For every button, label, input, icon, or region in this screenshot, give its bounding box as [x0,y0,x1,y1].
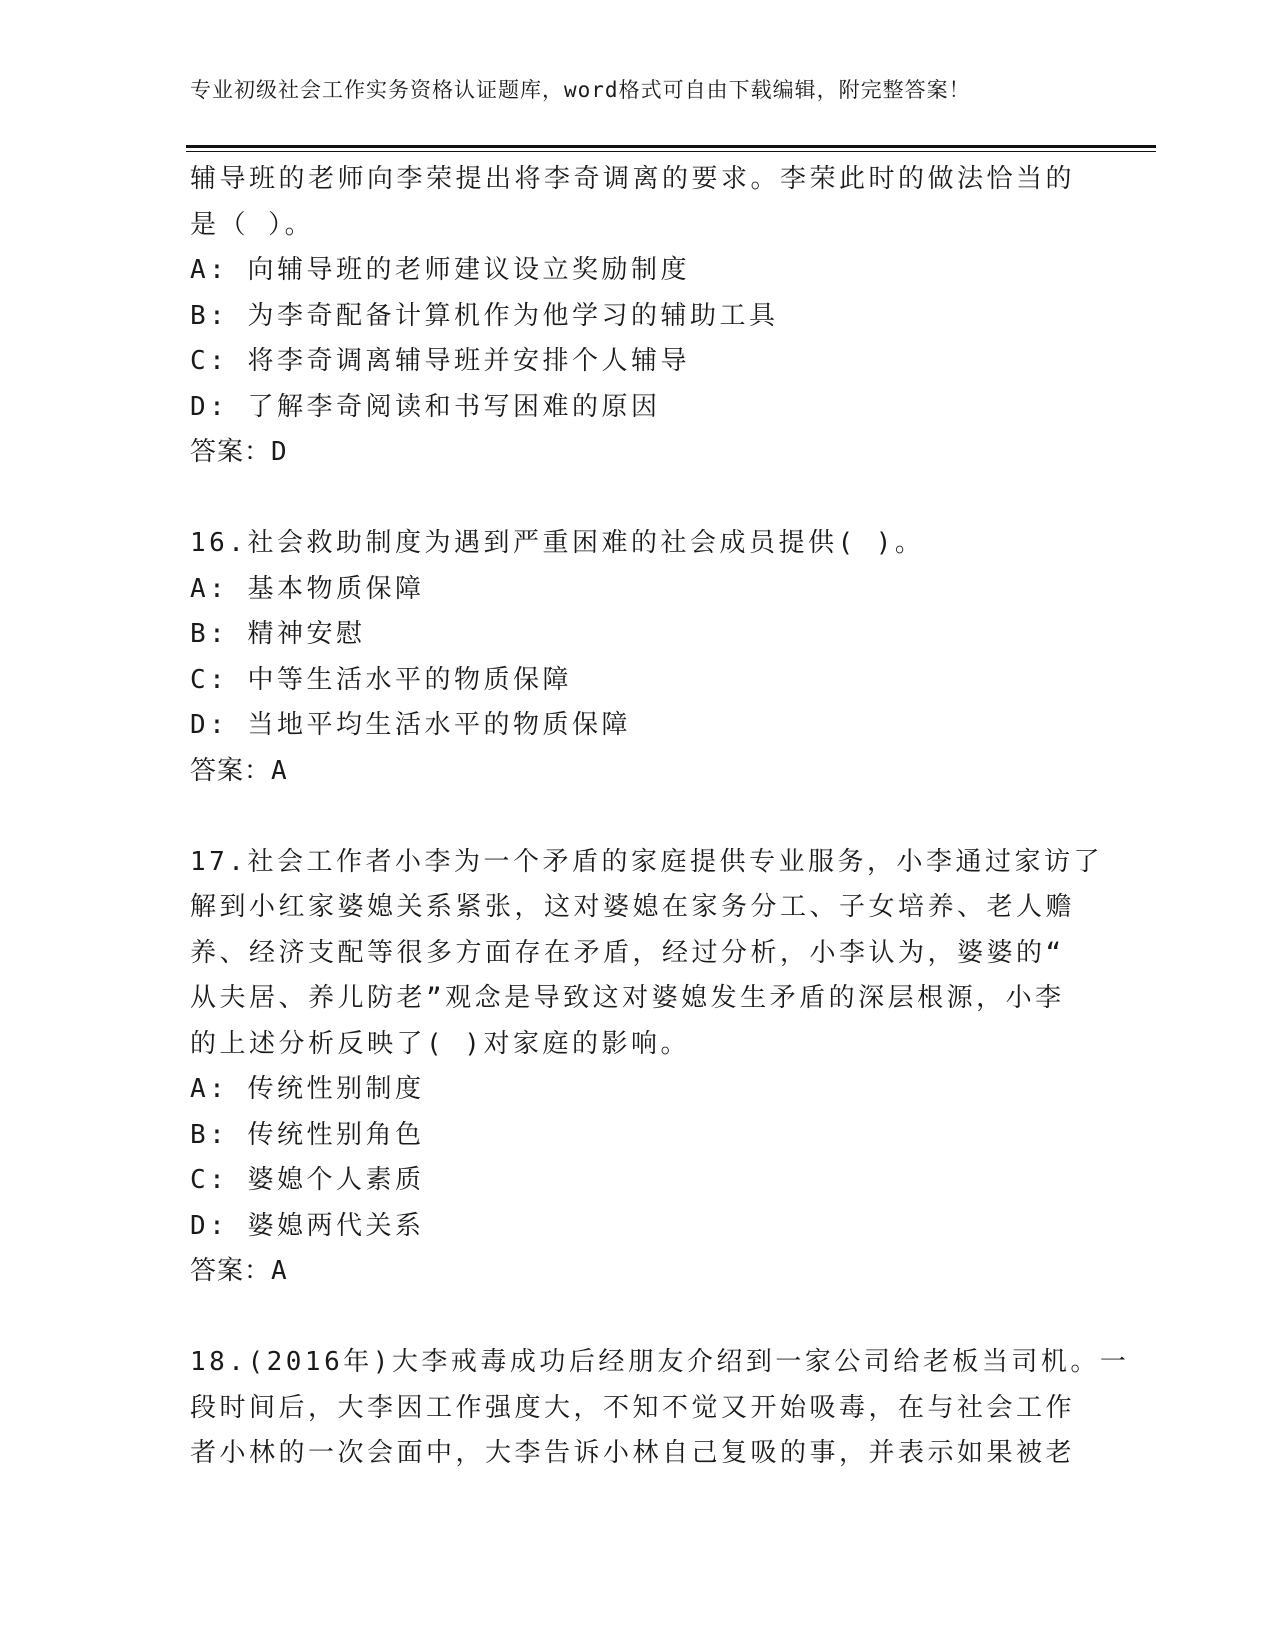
spacer [190,794,1090,840]
question-stem-line: 从夫居、养儿防老”观念是导致这对婆媳发生矛盾的深层根源，小李 [190,983,1065,1013]
question-stem-line: 解到小红家婆媳关系紧张，这对婆媳在家务分工、子女培养、老人赡 [190,892,1076,922]
question-stem-line: 养、经济支配等很多方面存在矛盾，经过分析，小李认为，婆婆的“ [190,937,1065,968]
header-rule-thin [186,151,1156,152]
option-d: D: 了解李奇阅读和书写困难的原因 [190,391,661,422]
question-block [190,521,1090,794]
option-a: A: 向辅导班的老师建议设立奖励制度 [190,255,690,285]
answer-line: 答案：A [190,1256,288,1286]
question-stem-line: 段时间后，大李因工作强度大，不知不觉又开始吸毒，在与社会工作 [190,1392,1076,1423]
question-stem-line: 18.(2016年)大李戒毒成功后经朋友介绍到一家公司给老板当司机。一 [190,1347,1130,1377]
option-c: C: 将李奇调离辅导班并安排个人辅导 [190,346,690,376]
option-d: D: 婆媳两代关系 [190,1210,425,1241]
option-b: B: 精神安慰 [190,619,366,649]
spacer [190,1295,1090,1341]
header-rule-thick [186,145,1156,148]
question-block [190,840,1103,1295]
option-b: B: 为李奇配备计算机作为他学习的辅助工具 [190,300,779,331]
option-b: B: 传统性别角色 [190,1119,425,1150]
question-stem-line: 辅导班的老师向李荣提出将李奇调离的要求。李荣此时的做法恰当的 [190,164,1076,194]
question-block [190,157,1090,476]
option-a: A: 基本物质保障 [190,573,425,604]
option-a: A: 传统性别制度 [190,1074,425,1104]
question-stem-line: 16.社会救助制度为遇到严重困难的社会成员提供( )。 [190,528,925,558]
answer-line: 答案：D [190,437,288,467]
question-stem-line: 是（ ）。 [190,209,315,240]
option-c: C: 中等生活水平的物质保障 [190,664,572,695]
document-body [190,157,1130,1477]
question-block [190,1340,1130,1477]
option-d: D: 当地平均生活水平的物质保障 [190,710,631,740]
spacer [190,476,1090,522]
question-stem-line: 的上述分析反映了( )对家庭的影响。 [190,1028,690,1059]
option-c: C: 婆媳个人素质 [190,1165,425,1195]
page-header: 专业初级社会工作实务资格认证题库，word格式可自由下载编辑，附完整答案！ [190,78,971,102]
answer-line: 答案：A [190,755,288,786]
question-stem-line: 17.社会工作者小李为一个矛盾的家庭提供专业服务，小李通过家访了 [190,846,1103,877]
question-stem-line: 者小林的一次会面中，大李告诉小林自己复吸的事，并表示如果被老 [190,1438,1076,1468]
